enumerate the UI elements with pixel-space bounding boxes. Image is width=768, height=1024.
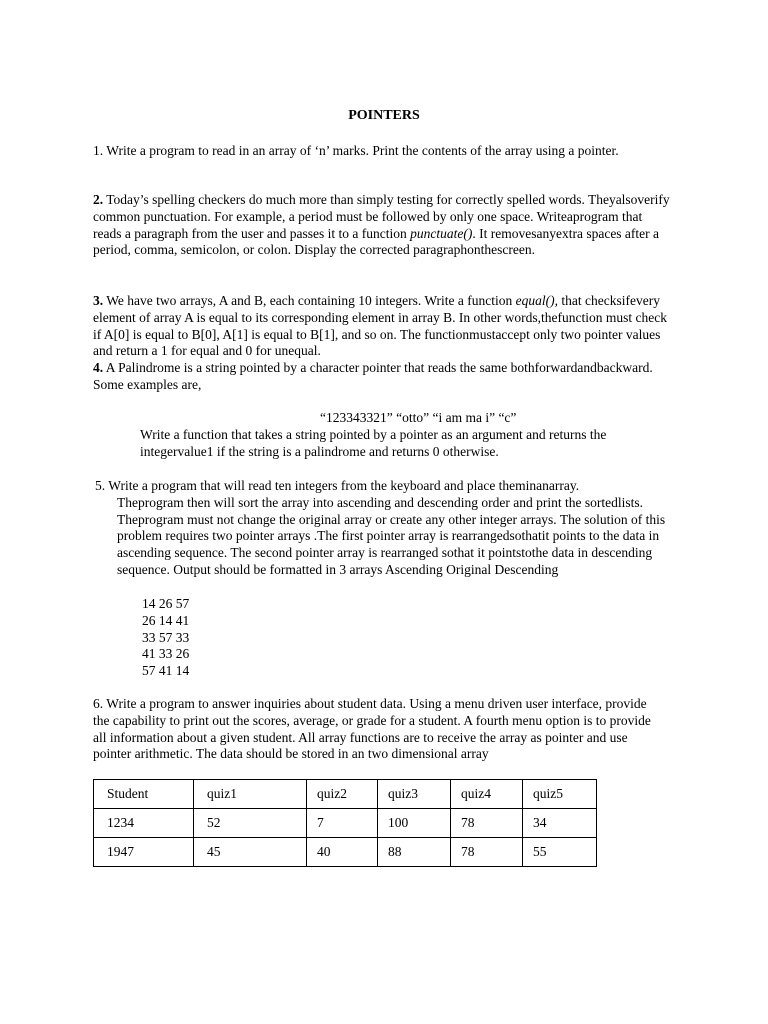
table-cell: 100 [378, 809, 451, 838]
table-cell: 55 [523, 838, 597, 867]
table-header-cell: Student [94, 780, 194, 809]
question-5-text: Theprogram then will sort the array into ascending and descending order and print the sortedlists. Theprogram must not change the original array or create any other integer arrays. The solution of this problem requires two pointer arrays .The first pointer array is rearrangedsothatit points to the data in ascending sequence. The second pointer array is rearranged sothat it pointstothe data in descending sequence. Output should be formatted in 3 arrays Ascending Original Descending [117, 494, 666, 577]
table-header-cell: quiz4 [451, 780, 523, 809]
table-row [94, 809, 597, 838]
question-3-text-b: that checksifevery element of array A is equal to its corresponding element in array B. In other words,thefunction must check if A[0] is equal to B[0], A[1] is equal to B[1], and so on. The functionmustaccept only two pointer values and return a 1 for equal and 0 for unequal. [93, 293, 667, 359]
table-cell: 78 [451, 809, 523, 838]
question-2 [93, 192, 673, 259]
question-3-text-a: We have two arrays, A and B, each containing 10 integers. Write a function [103, 293, 516, 308]
question-5-first-line: 5. Write a program that will read ten integers from the keyboard and place theminanarray. [95, 478, 580, 493]
question-2-text-a: Today’s spelling checkers do much more than simply testing for correctly spelled words. Theyalsoverify common punctuation. For example, a period must be followed by only one space. Writeaprogram that reads a paragraph from the user and passes it to a function [93, 192, 670, 241]
page-title: POINTERS [348, 108, 420, 123]
table-cell: 1234 [94, 809, 194, 838]
sample-output-row: 26 14 41 [142, 612, 190, 628]
question-3 [93, 293, 673, 360]
sample-output-row: 41 33 26 [142, 646, 190, 662]
question-3-function-name: equal(), [515, 293, 558, 308]
table-header-row [94, 780, 597, 809]
question-2-number: 2. [93, 192, 104, 207]
question-1: 1. Write a program to read in an array of ‘n’ marks. Print the contents of the array using a pointer. [93, 143, 619, 158]
question-6: 6. Write a program to answer inquiries about student data. Using a menu driven user interface, provide the capability to print out the scores, average, or grade for a student. A fourth menu option is to provide all information about a given student. All array functions are to receive the array as pointer and use pointer arithmetic. The data should be stored in an two dimensional array [93, 696, 651, 762]
question-2-text-b: . It removesanyextra spaces after a period, comma, semicolon, or colon. Display the corrected paragraphonthescreen. [93, 225, 660, 258]
palindrome-examples: “123343321” “otto” “i am ma i” “c” [320, 410, 517, 425]
table-header-cell: quiz3 [378, 780, 451, 809]
table-row [94, 838, 597, 867]
question-4 [93, 360, 673, 394]
sample-output-row: 57 41 14 [142, 663, 190, 679]
question-2-function-name: punctuate() [410, 225, 473, 241]
table-cell: 7 [307, 809, 378, 838]
table-header-cell: quiz5 [523, 780, 597, 809]
table-cell: 52 [194, 809, 307, 838]
question-5 [95, 478, 675, 579]
question-4-task: Write a function that takes a string pointed by a pointer as an argument and returns the integervalue1 if the string is a palindrome and returns 0 otherwise. [140, 427, 607, 459]
question-3-number: 3. [93, 293, 104, 308]
table-header-cell: quiz1 [194, 780, 307, 809]
sample-output-row: 33 57 33 [142, 629, 190, 645]
question-4-number: 4. [93, 360, 104, 375]
table-cell: 45 [194, 838, 307, 867]
question-4-text: A Palindrome is a string pointed by a character pointer that reads the same bothforwardandbackward. Some examples are, [93, 360, 653, 392]
table-cell: 88 [378, 838, 451, 867]
table-cell: 40 [307, 838, 378, 867]
student-data-table [93, 779, 597, 867]
table-cell: 1947 [94, 838, 194, 867]
table-header-cell: quiz2 [307, 780, 378, 809]
sample-output-row: 14 26 57 [142, 596, 190, 611]
table-cell: 78 [451, 838, 523, 867]
sample-output [142, 596, 189, 680]
table-cell: 34 [523, 809, 597, 838]
